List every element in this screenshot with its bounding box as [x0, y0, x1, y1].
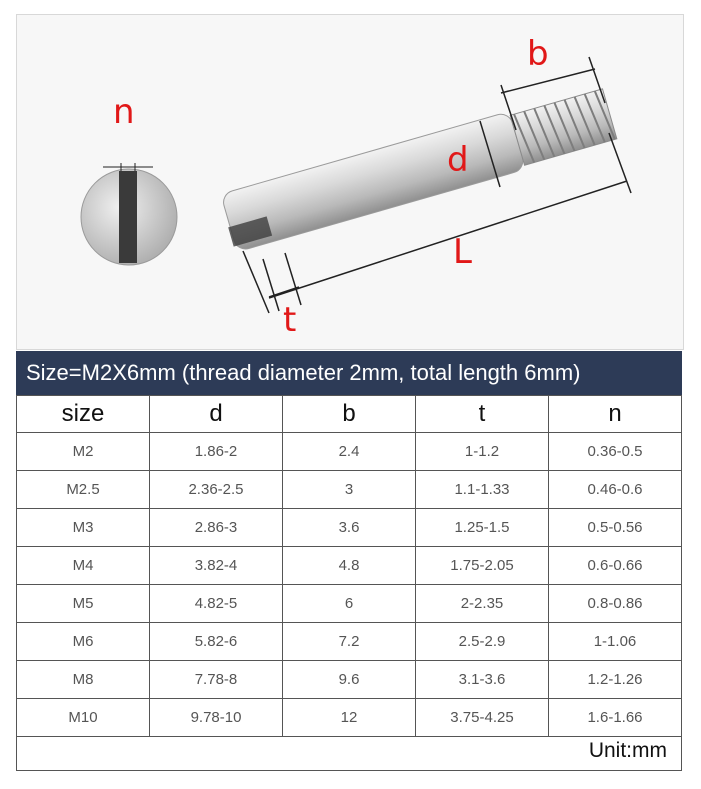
table-cell: 2.36-2.5 — [150, 471, 283, 509]
header-row — [17, 396, 682, 433]
table-cell: 0.36-0.5 — [549, 433, 682, 471]
table-cell: M8 — [17, 661, 150, 699]
label-t: t — [283, 300, 297, 340]
table-cell: M3 — [17, 509, 150, 547]
table-cell: 6 — [283, 585, 416, 623]
table-cell: M6 — [17, 623, 150, 661]
unit-label: Unit:mm — [16, 732, 682, 771]
label-n: n — [113, 92, 135, 132]
table-cell: 3 — [283, 471, 416, 509]
table-cell: 1.86-2 — [150, 433, 283, 471]
header-size: size — [17, 396, 150, 433]
screw-illustration — [17, 15, 683, 349]
table-cell: 1.25-1.5 — [416, 509, 549, 547]
table-cell: 1.2-1.26 — [549, 661, 682, 699]
table-row — [17, 433, 682, 471]
table-row — [17, 623, 682, 661]
table-row — [17, 699, 682, 737]
pin-body — [219, 85, 618, 252]
table-cell: 1.6-1.66 — [549, 699, 682, 737]
table-cell: M4 — [17, 547, 150, 585]
table-cell: 7.78-8 — [150, 661, 283, 699]
table-cell: M2 — [17, 433, 150, 471]
table-row — [17, 509, 682, 547]
table-cell: 0.8-0.86 — [549, 585, 682, 623]
table-cell: 0.5-0.56 — [549, 509, 682, 547]
table-cell: 5.82-6 — [150, 623, 283, 661]
table-cell: 0.46-0.6 — [549, 471, 682, 509]
spec-table — [16, 395, 682, 737]
table-cell: M10 — [17, 699, 150, 737]
table-cell: 2.4 — [283, 433, 416, 471]
label-b: b — [527, 34, 549, 74]
table-row — [17, 471, 682, 509]
table-row — [17, 547, 682, 585]
table-cell: 3.6 — [283, 509, 416, 547]
table-cell: 1.75-2.05 — [416, 547, 549, 585]
header-d: d — [150, 396, 283, 433]
table-cell: 4.82-5 — [150, 585, 283, 623]
table-cell: 3.1-3.6 — [416, 661, 549, 699]
table-cell: 3.82-4 — [150, 547, 283, 585]
table-cell: 2.5-2.9 — [416, 623, 549, 661]
table-cell: 1-1.2 — [416, 433, 549, 471]
table-cell: 4.8 — [283, 547, 416, 585]
thread-section — [510, 89, 617, 165]
table-cell: 0.6-0.66 — [549, 547, 682, 585]
table-cell: 2.86-3 — [150, 509, 283, 547]
table-cell: 1.1-1.33 — [416, 471, 549, 509]
table-cell: M2.5 — [17, 471, 150, 509]
header-n: n — [549, 396, 682, 433]
table-cell: 12 — [283, 699, 416, 737]
header-t: t — [416, 396, 549, 433]
table-cell: M5 — [17, 585, 150, 623]
header-b: b — [283, 396, 416, 433]
table-row — [17, 585, 682, 623]
table-cell: 9.78-10 — [150, 699, 283, 737]
table-cell: 9.6 — [283, 661, 416, 699]
size-banner: Size=M2X6mm (thread diameter 2mm, total length 6mm) — [16, 351, 682, 395]
table-cell: 1-1.06 — [549, 623, 682, 661]
product-diagram — [16, 14, 684, 350]
table-cell: 3.75-4.25 — [416, 699, 549, 737]
label-L: L — [453, 232, 472, 272]
table-cell: 7.2 — [283, 623, 416, 661]
head-end-view — [81, 163, 177, 265]
label-d: d — [447, 140, 469, 180]
table-cell: 2-2.35 — [416, 585, 549, 623]
table-row — [17, 661, 682, 699]
